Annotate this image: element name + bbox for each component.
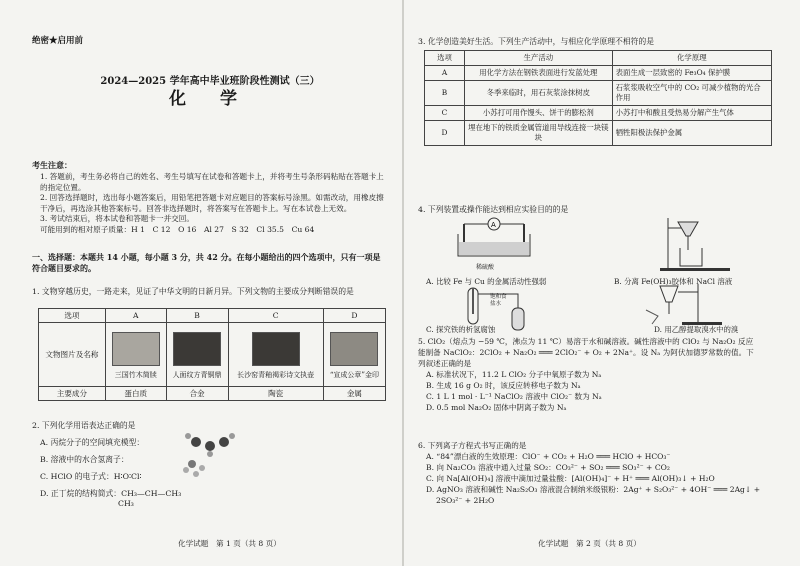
table-header-cell: D [323, 309, 385, 323]
galvanic-cell-icon [454, 216, 534, 262]
table-header-cell: 选项 [39, 309, 106, 323]
separatory-funnel-icon [638, 280, 728, 326]
filtration-setup-icon [658, 214, 738, 272]
question-1-table [38, 308, 386, 401]
exam-notice [32, 160, 388, 235]
artifact-image [173, 332, 221, 366]
table-header-cell: C [228, 309, 323, 323]
notice-item: 3. 考试结束后，将本试卷和答题卡一并交回。 [40, 214, 194, 223]
table-cell: 小苏打可用作馒头、饼干的膨松剂 [465, 106, 613, 121]
table-cell: C [425, 106, 465, 121]
solution-label: 稀硫酸 [476, 264, 495, 271]
solution-label: 饱和食盐水 [490, 294, 507, 307]
exam-title: 2024—2025 学年高中毕业班阶段性测试（三） [100, 76, 320, 87]
question-6-stem: 6. 下列离子方程式书写正确的是 [418, 441, 527, 450]
option-d-continued: 2SO₃²⁻ + 2H₂O [426, 496, 495, 505]
option-d: D. AgNO₃ 溶液和碱性 Na₂S₂O₃ 溶液混合制纳米级银粉：2Ag⁺ + S₂O₃²⁻ + 4OH⁻ ═══ 2Ag↓ + [426, 485, 761, 494]
page-fold [402, 0, 404, 566]
table-cell: 用化学方法在钢铁表面进行发蓝处理 [465, 66, 613, 81]
question-2-stem: 2. 下列化学用语表达正确的是 [32, 421, 136, 430]
notice-item: 1. 答题前，考生务必将自己的姓名、考生号填写在试卷和答题卡上，并将考生号条形码粘贴在答题卡上的指定位置。 [40, 172, 384, 192]
component-cell: 合金 [166, 387, 228, 401]
option-a: A. “84”漂白液的生效原理：ClO⁻ + CO₂ + H₂O ═══ HClO + HCO₃⁻ [426, 452, 671, 461]
option-c: C. HClO 的电子式：H∶O∶Cl∶ [40, 472, 142, 481]
row-label: 文物图片及名称 [39, 323, 106, 387]
row-label: 主要成分 [39, 387, 106, 401]
artifact-cell [228, 323, 323, 387]
artifact-cell [105, 323, 166, 387]
artifact-caption: 长沙窑青釉褐彩诗文执壶 [237, 370, 315, 379]
option-b: B. 向 Na₂CO₃ 溶液中通入过量 SO₂：CO₃²⁻ + SO₂ ═══ SO₃²⁻ + CO₂ [426, 463, 670, 472]
artifact-cell [323, 323, 385, 387]
question-3-table [424, 50, 772, 146]
option-d-caption: D. 用乙醇提取溴水中的溴 [654, 325, 739, 334]
table-cell: A [425, 66, 465, 81]
confidential-mark: 绝密★启用前 [32, 36, 84, 46]
table-cell: 石浆浆吸收空气中的 CO₂ 可减少植物的光合作用 [612, 81, 771, 106]
svg-text:A: A [491, 221, 496, 229]
table-header-cell: 化学原理 [612, 51, 771, 66]
question-5-stem: 能制备 NaClO₂：2ClO₂ + Na₂O₂ ═══ 2ClO₂⁻ + O₂ + 2Na⁺。设 Nₐ 为阿伏加德罗常数的值。下 [418, 348, 754, 357]
table-cell: 冬季来临时，用石灰浆涂抹树皮 [465, 81, 613, 106]
option-a: A. 丙烷分子的空间填充模型： [40, 438, 145, 447]
page-1 [28, 0, 392, 566]
question-5-stem: 列叙述正确的是 [418, 359, 472, 368]
option-d-branch: CH₃ [118, 499, 134, 508]
table-cell: 埋在地下的铁质金属管道用导线连接一块镁块 [465, 121, 613, 146]
option-b-caption: B. 分离 Fe(OH)₃胶体和 NaCl 溶液 [614, 277, 733, 286]
option-d: D. 0.5 mol Na₂O₂ 固体中阴离子数为 Nₐ [426, 403, 567, 412]
artifact-image [330, 332, 378, 366]
question-6 [418, 440, 774, 506]
option-a-caption: A. 比较 Fe 与 Cu 的金属活动性强弱 [426, 277, 547, 286]
artifact-image [112, 332, 160, 366]
table-header-cell: 选项 [425, 51, 465, 66]
page-2 [418, 0, 774, 566]
page-footer: 化学试题 第 2 页（共 8 页） [538, 539, 641, 548]
artifact-image [252, 332, 300, 366]
table-header-cell: A [105, 309, 166, 323]
table-header-cell: B [166, 309, 228, 323]
artifact-caption: “宣成公章”金印 [329, 370, 379, 379]
question-3-stem: 3. 化学创造美好生活。下列生产活动中，与相应化学原理不相符的是 [418, 37, 655, 46]
component-cell: 陶瓷 [228, 387, 323, 401]
notice-item: 2. 回答选择题时，选出每小题答案后，用铅笔把答题卡对应题目的答案标号涂黑。如需改动，用橡皮擦干净后，再选涂其他答案标号。回答非选择题时，将答案写在答题卡上。写在本试卷上无效。 [40, 193, 384, 213]
question-4-stem: 4. 下列装置或操作能达到相应实验目的的是 [418, 205, 569, 214]
option-c: C. 1 L 1 mol · L⁻¹ NaClO₂ 溶液中 ClO₂⁻ 数为 Nₐ [426, 392, 602, 401]
option-c: C. 向 Na[Al(OH)₄] 溶液中滴加过量盐酸：[Al(OH)₄]⁻ + H⁺ ═══ Al(OH)₃↓ + H₂O [426, 474, 715, 483]
artifact-caption: 三国竹木简牍 [114, 370, 157, 379]
option-b: B. 生成 16 g O₂ 时，该反应转移电子数为 Nₐ [426, 381, 581, 390]
table-cell: 小苏打中和酸且受热易分解产生气体 [612, 106, 771, 121]
subject-title: 化 学 [169, 89, 251, 109]
artifact-caption: 人面纹方青铜鼎 [172, 370, 222, 379]
question-1-stem: 1. 文物穿越历史，一路走来，见证了中华文明的日新月异。下列文物的主要成分判断错误的是 [32, 287, 354, 296]
table-cell: 牺牲阳极法保护金属 [612, 121, 771, 146]
option-b: B. 溶液中的水合氢离子： [40, 455, 129, 464]
question-5-stem: 5. ClO₂（熔点为 −59 ℃，沸点为 11 ℃）易溶于水和碱溶液。碱性溶液中的 ClO₂ 与 Na₂O₂ 反应 [418, 337, 754, 346]
table-cell: 表面生成一层致密的 Fe₃O₄ 保护膜 [612, 66, 771, 81]
table-cell: B [425, 81, 465, 106]
table-cell: D [425, 121, 465, 146]
notice-heading: 考生注意： [32, 160, 72, 170]
component-cell: 金属 [323, 387, 385, 401]
propane-model-icon [178, 432, 248, 482]
option-c-caption: C. 探究铁的析氢腐蚀 [426, 325, 496, 334]
question-5 [418, 336, 774, 413]
component-cell: 蛋白质 [105, 387, 166, 401]
artifact-cell [166, 323, 228, 387]
option-a: A. 标准状况下，11.2 L ClO₂ 分子中氧原子数为 Nₐ [426, 370, 602, 379]
page-footer: 化学试题 第 1 页（共 8 页） [178, 539, 281, 548]
section-heading: 一、选择题：本题共 14 小题，每小题 3 分，共 42 分。在每小题给出的四个选项中，只有一项是符合题目要求的。 [32, 252, 381, 273]
option-d: D. 正丁烷的结构简式：CH₃—CH—CH₃ [40, 489, 182, 498]
table-header-cell: 生产活动 [465, 51, 613, 66]
atomic-mass-line: 可能用到的相对原子质量：H 1 C 12 O 16 Al 27 S 32 Cl 35.5 Cu 64 [40, 224, 315, 234]
